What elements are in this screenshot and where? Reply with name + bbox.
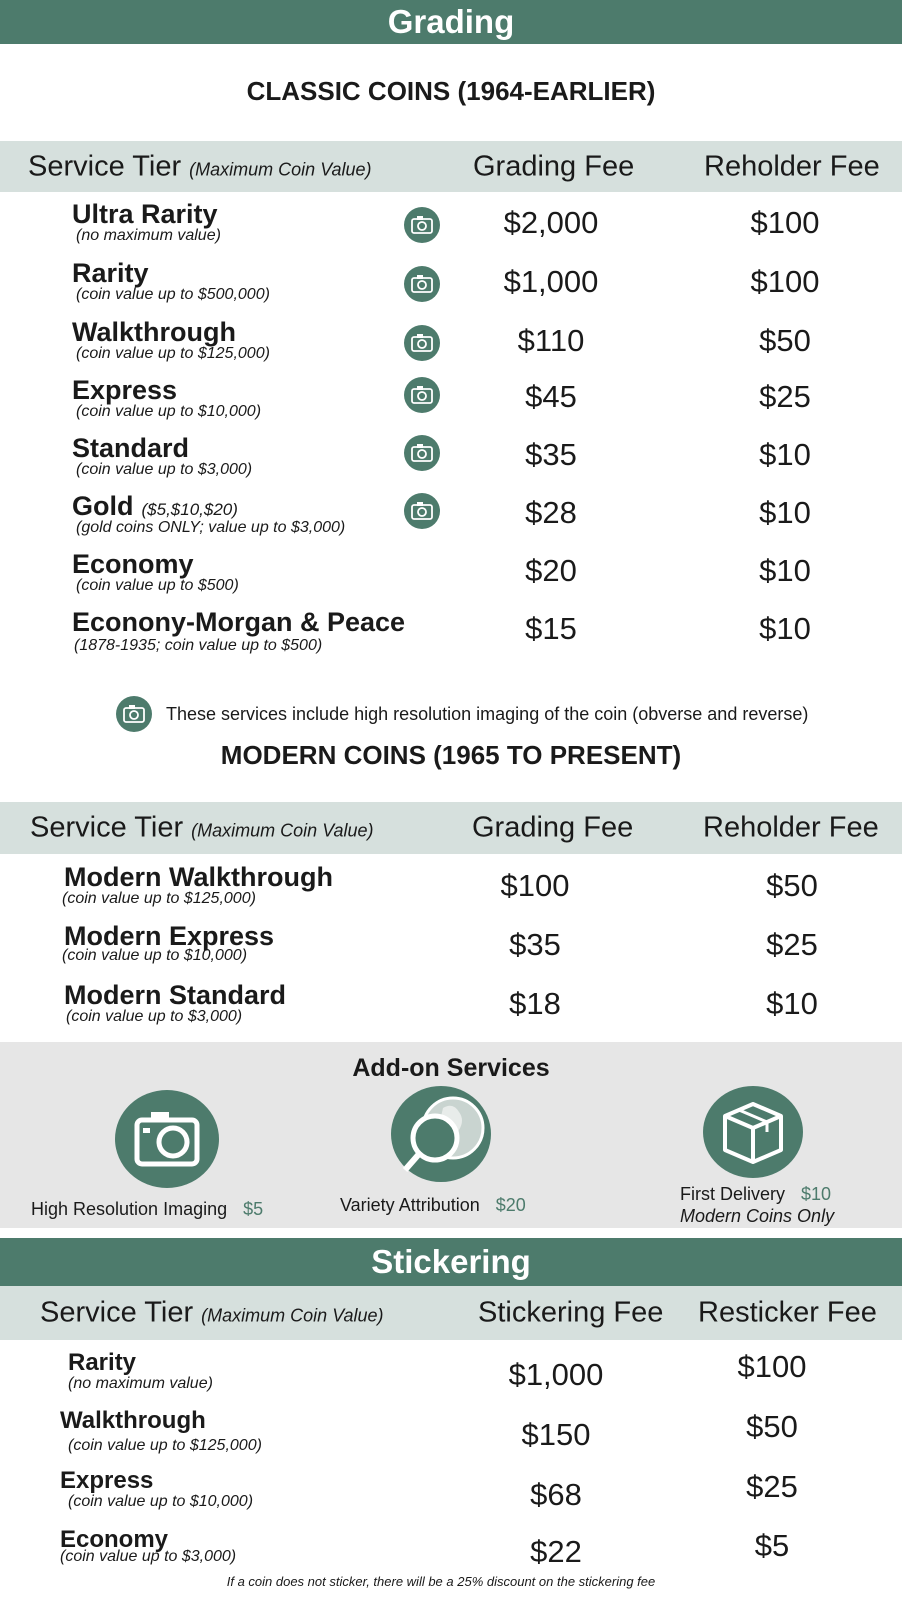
- classic-row: [0, 545, 902, 603]
- reholder-fee: $100: [750, 205, 820, 240]
- classic-table-header: [0, 141, 902, 192]
- tier-name: Ultra Rarity: [72, 199, 218, 229]
- tier-note: (coin value up to $10,000): [76, 403, 262, 420]
- camera-icon: [404, 207, 440, 243]
- reholder-fee: $10: [759, 437, 811, 472]
- tier-note: (coin value up to $500): [76, 577, 239, 594]
- tier-note: (1878-1935; coin value up to $500): [74, 637, 323, 654]
- stickering-table-header: [0, 1286, 902, 1340]
- classic-row: [0, 429, 902, 487]
- classic-row: [0, 254, 902, 312]
- stickering-fee: $68: [530, 1477, 582, 1512]
- tier-note: (coin value up to $3,000): [60, 1548, 237, 1565]
- reholder-fee: $10: [766, 986, 818, 1021]
- tier-name: Economy: [60, 1526, 169, 1553]
- stickering-row: [0, 1405, 902, 1463]
- camera-icon: [404, 435, 440, 471]
- grading-fee: $45: [525, 379, 577, 414]
- tier-note: (coin value up to $3,000): [76, 461, 253, 478]
- header-service-tier: Service Tier (Maximum Coin Value): [30, 811, 374, 844]
- tier-name: Gold ($5,$10,$20): [72, 491, 238, 521]
- reholder-fee: $100: [750, 264, 820, 299]
- addon-sub-modern-only: Modern Coins Only: [680, 1206, 835, 1226]
- grading-fee: $100: [500, 868, 570, 903]
- grading-fee: $35: [509, 927, 561, 962]
- stickering-fee: $1,000: [508, 1357, 604, 1392]
- resticker-fee: $50: [746, 1409, 798, 1444]
- modern-row: [0, 917, 902, 975]
- camera-icon: [404, 325, 440, 361]
- header-service-tier: Service Tier (Maximum Coin Value): [28, 150, 372, 182]
- legend-text: These services include high resolution imaging of the coin (obverse and reverse): [166, 704, 809, 724]
- tier-name: Standard: [72, 433, 190, 463]
- resticker-fee: $25: [746, 1469, 798, 1504]
- grading-fee: $18: [509, 986, 561, 1021]
- modern-table-header: [0, 802, 902, 854]
- classic-row: [0, 371, 902, 429]
- modern-row: [0, 976, 902, 1034]
- camera-icon: [404, 266, 440, 302]
- tier-note: (no maximum value): [68, 1375, 213, 1392]
- stickering-row: [0, 1465, 902, 1523]
- header-stickering-fee: Stickering Fee: [478, 1296, 664, 1329]
- box-icon: [703, 1086, 803, 1178]
- tier-name: Express: [60, 1467, 154, 1494]
- tier-name: Modern Express: [64, 921, 275, 951]
- tier-name: Rarity: [72, 258, 149, 288]
- classic-row: [0, 313, 902, 371]
- grading-fee: $20: [525, 553, 577, 588]
- header-reholder-fee: Reholder Fee: [703, 811, 879, 844]
- addon-label-first-delivery: First Delivery $10: [680, 1184, 832, 1204]
- reholder-fee: $25: [766, 927, 818, 962]
- grading-fee: $1,000: [503, 264, 599, 299]
- magnifier-coin-icon: [391, 1086, 491, 1182]
- tier-name: Express: [72, 375, 178, 405]
- header-grading-fee: Grading Fee: [473, 150, 635, 182]
- stickering-footnote: If a coin does not sticker, there will be a 25% discount on the stickering fee: [226, 1574, 656, 1589]
- tier-name: Modern Standard: [64, 980, 287, 1010]
- tier-note: (coin value up to $125,000): [68, 1437, 262, 1454]
- addon-title: Add-on Services: [352, 1054, 550, 1082]
- tier-note: (coin value up to $10,000): [62, 947, 248, 964]
- tier-note: (coin value up to $10,000): [68, 1493, 254, 1510]
- camera-icon: [404, 493, 440, 529]
- tier-name: Rarity: [68, 1349, 137, 1376]
- addon-label-variety: Variety Attribution $20: [340, 1195, 526, 1215]
- classic-row: [0, 603, 902, 665]
- grading-fee: $28: [525, 495, 577, 530]
- grading-fee: $2,000: [503, 205, 599, 240]
- reholder-fee: $10: [759, 611, 811, 646]
- header-resticker-fee: Resticker Fee: [698, 1296, 877, 1329]
- header-grading-fee: Grading Fee: [472, 811, 634, 844]
- classic-row: [0, 195, 902, 253]
- tier-note: (coin value up to $125,000): [76, 345, 270, 362]
- tier-note: (no maximum value): [76, 227, 221, 244]
- tier-note: (gold coins ONLY; value up to $3,000): [76, 519, 346, 536]
- resticker-fee: $5: [754, 1528, 790, 1563]
- tier-note: (coin value up to $500,000): [76, 286, 270, 303]
- tier-name: Walkthrough: [60, 1407, 206, 1434]
- stickering-banner: Stickering: [0, 1238, 902, 1286]
- tier-name: Modern Walkthrough: [64, 862, 333, 892]
- addon-label-imaging: High Resolution Imaging $5: [31, 1199, 264, 1219]
- reholder-fee: $10: [759, 495, 811, 530]
- grading-fee: $110: [517, 323, 585, 358]
- reholder-fee: $50: [766, 868, 818, 903]
- addon-services-panel: [0, 1042, 902, 1228]
- modern-row: [0, 858, 902, 916]
- stickering-row: [0, 1345, 902, 1403]
- tier-name: Walkthrough: [72, 317, 236, 347]
- camera-icon: [404, 377, 440, 413]
- camera-icon: [115, 1090, 219, 1188]
- stickering-fee: $22: [530, 1534, 582, 1569]
- modern-coins-title: MODERN COINS (1965 TO PRESENT): [220, 740, 682, 770]
- reholder-fee: $25: [759, 379, 811, 414]
- reholder-fee: $50: [759, 323, 811, 358]
- classic-row: [0, 487, 902, 545]
- tier-name: Economy: [72, 549, 194, 579]
- tier-name: Econony-Morgan & Peace: [72, 607, 406, 637]
- camera-icon: [116, 696, 152, 732]
- header-service-tier: Service Tier (Maximum Coin Value): [40, 1296, 384, 1329]
- grading-fee: $15: [525, 611, 577, 646]
- classic-coins-title: CLASSIC COINS (1964-EARLIER): [246, 76, 656, 106]
- header-reholder-fee: Reholder Fee: [704, 150, 880, 182]
- stickering-fee: $150: [521, 1417, 591, 1452]
- grading-fee: $35: [525, 437, 577, 472]
- grading-banner: Grading: [0, 0, 902, 44]
- imaging-legend: [0, 696, 902, 736]
- resticker-fee: $100: [737, 1349, 807, 1384]
- tier-note: (coin value up to $125,000): [62, 890, 256, 907]
- tier-note: (coin value up to $3,000): [66, 1008, 243, 1025]
- reholder-fee: $10: [759, 553, 811, 588]
